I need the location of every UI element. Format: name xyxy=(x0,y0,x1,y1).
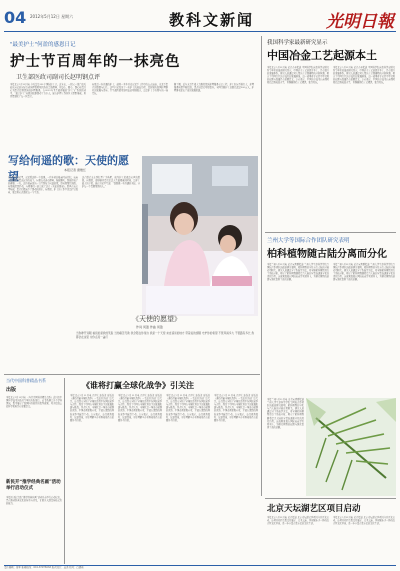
right-bottom-body-col2: 本报北京5月11日电 记者报道 北京天坛湖艺区项目今日正式启动。该项目将打造集文化展示、艺术交流、休闲娱乐于一体的综合性文化区域，进一步丰富首都市民的文化生活。 xyxy=(333,516,395,526)
bottom-mid-body-col1: 本报北京5月11日电 由中信出版社出版的《谁将打赢全球化战争》一书近日引起广泛关注。该书深入分析了全球化进程中各国的竞争与合作，探讨了中国在全球化背景下的发展机遇与挑战。作者认为，全球化是一场没有硝烟的战争，中国必须积极应对，才能在激烈的国际竞争中赢得主动。专家表示，该书视角独特、论述深刻，对于理解当今世界格局具有重要参考价值。 xyxy=(70,394,114,422)
bottom-left-title: 出版 xyxy=(6,387,17,393)
bottom-mid-body-col3: 本报北京5月11日电 由中信出版社出版的《谁将打赢全球化战争》一书近日引起广泛关注。该书深入分析了全球化进程中各国的竞争与合作，探讨了中国在全球化背景下的发展机遇与挑战。作者认为，全球化是一场没有硝烟的战争，中国必须积极应对，才能在激烈的国际竞争中赢得主动。专家表示，该书视角独特、论述深刻，对于理解当今世界格局具有重要参考价值。 xyxy=(166,394,210,422)
feature-body-col1: 在何盈的日记里，记录着这样一个故事。一位年轻的母亲因病住院，病床上的她时常思念远方的孩子。何盈每天悉心照料，陪她聊天，给她讲孩子的趣事。一天，这位母亲拿出一首写给孩子何遥的歌，请何盈帮忙谱曲。何盈被深深打动，与同事们一起完成了这首《天使的愿望》。歌声在病房里响起，患者们都流下了感动的泪水。何盈说，护士的工作不仅是打针发药，更是用心去温暖每一个生命。 xyxy=(8,176,78,195)
right-bottom-article xyxy=(265,502,397,564)
lead-body-col1: 本报北京5月11日电 今天是第101个国际护士节。近年来，一批又一批白衣天使以自己的实际行动诠释着救死扶伤的崇高精神，用爱心、耐心、细心和责任心为患者提供优质的护理服务。在2012年卫生部开展的“护士节”系列活动中，“最美护士”何盈的故事感动了许多人。她在护理工作岗位上默默奉献，用真情温暖了每一位患者。 xyxy=(10,83,86,99)
nurse-photo xyxy=(142,156,258,316)
bottom-left-body: 本报北京5月11日电 《当代中国科普精品书系》近日由中国科学技术出版社等单位出版发行。该书系涵盖多个学科领域，集中展示了我国科普创作的优秀成果，对于提高公众科学素质具有重要意义。 xyxy=(6,396,62,409)
song-lyrics: 当你睁开双眼 看到的是我的笑脸 当你痛苦无助 我会陪在你身边 我是一个天使 来自遥远的地方 带着爱的翅膀 守护你的希望 不管风雨多大 不管路有多长 我都会在这里 为你点亮一盏灯 xyxy=(76,332,254,339)
right-top-body-col2: 本报北京5月11日电 记者齐芳报道 中国科学院自然科学史研究所等单位的最新研究显示，中国冶金工艺起源于本土，具有独立的发展体系。研究人员通过对大量出土金属器物的分析检测，揭示了中国古代冶金技术的发展脉络。这一成果对于认识中华文明的起源与发展具有重要意义。专家表示，中国冶金技术在商周时期已达到较高水平，青铜器铸造工艺精湛，独具特色。 xyxy=(333,66,395,85)
bottom-mid-article xyxy=(68,378,260,564)
section-title: 教科文新闻 xyxy=(169,11,255,29)
right-bottom-title: 北京天坛湖艺区项目启动 xyxy=(267,504,361,514)
right-mid-kicker: 兰州大学等国际合作团队研究表明 xyxy=(267,238,350,244)
right-mid-body-col3 xyxy=(265,398,304,496)
right-top-title: 中国冶金工艺起源本土 xyxy=(267,49,377,62)
right-bottom-body-col1: 本报北京5月11日电 记者报道 北京天坛湖艺区项目今日正式启动。该项目将打造集文化展示、艺术交流、休闲娱乐于一体的综合性文化区域，进一步丰富首都市民的文化生活。 xyxy=(267,516,329,526)
right-top-article xyxy=(265,36,397,236)
right-mid-body-col3-text: 本报兰州5月11日电 记者宋喜群报道 兰州大学生命科学学院等国际合作团队的最新研究表明，柏科植物的分化与古大陆的分离密切相关。研究人员通过分子系统学方法，对全球柏科植物进行了系统分析，揭示了柏科植物随着盘古大陆的分裂而逐渐分化的进化历程。该成果发表在国际权威学术期刊上，为研究植物的起源与演化提供了新的证据。 xyxy=(267,398,304,429)
bottom-divider xyxy=(64,378,65,564)
right-mid-article xyxy=(265,236,397,396)
bottom-left-kicker: 当代中国科普精品书系 xyxy=(6,378,46,383)
bottom-mid-body-col4: 本报北京5月11日电 由中信出版社出版的《谁将打赢全球化战争》一书近日引起广泛关注。该书深入分析了全球化进程中各国的竞争与合作，探讨了中国在全球化背景下的发展机遇与挑战。作者认为，全球化是一场没有硝烟的战争，中国必须积极应对，才能在激烈的国际竞争中赢得主动。专家表示，该书视角独特、论述深刻，对于理解当今世界格局具有重要参考价值。 xyxy=(214,394,258,422)
song-credit: 作词 何盈 作曲 何盈 xyxy=(136,325,163,329)
feature-body-col2: 这首歌后来在医院里广为传唱，成为护士们表达心声的歌曲。何盈说，能够陪伴患者走过人生最艰难的时刻，是护士最大的幸福。她在日记中写道：“我愿做一名普通的天使，守护每一个需要帮助的人。” xyxy=(82,176,140,189)
feature-title: 写给何遥的歌：天使的愿望 xyxy=(8,154,129,183)
bottom-left-title2: 新民开“推学经典名画”活动举行启动仪式 xyxy=(6,480,61,491)
lead-body-col3: 据了解，近年来卫生部大力推进优质护理服务示范工程，护士队伍不断壮大，护理服务质量不断提高，患者满意度明显提升。全国注册护士总数已超过200万人，护理事业迎来了新的发展机遇。 xyxy=(174,83,254,93)
date-line: 2012年5月12日 星期六 xyxy=(30,14,74,19)
lead-kicker: "最美护士"何盈的感恩日记 xyxy=(10,42,76,48)
newspaper-logo: 光明日報 xyxy=(326,12,394,32)
footer-text: 责任编辑：章军 新闻热线：010-67078263 版式设计：庞洪 校对：白德艳 xyxy=(4,566,84,569)
bottom-mid-title: 《谁将打赢全球化战争》引关注 xyxy=(82,380,194,390)
page-number: 04 xyxy=(4,8,27,27)
feature-article xyxy=(4,152,259,302)
bottom-mid-body-col2: 本报北京5月11日电 由中信出版社出版的《谁将打赢全球化战争》一书近日引起广泛关注。该书深入分析了全球化进程中各国的竞争与合作，探讨了中国在全球化背景下的发展机遇与挑战。作者认为，全球化是一场没有硝烟的战争，中国必须积极应对，才能在激烈的国际竞争中赢得主动。专家表示，该书视角独特、论述深刻，对于理解当今世界格局具有重要参考价值。 xyxy=(118,394,162,422)
right-top-body-col1: 本报北京5月11日电 记者齐芳报道 中国科学院自然科学史研究所等单位的最新研究显示，中国冶金工艺起源于本土，具有独立的发展体系。研究人员通过对大量出土金属器物的分析检测，揭示了中国古代冶金技术的发展脉络。这一成果对于认识中华文明的起源与发展具有重要意义。专家表示，中国冶金技术在商周时期已达到较高水平，青铜器铸造工艺精湛，独具特色。 xyxy=(267,66,329,85)
bottom-left-body2: 本报讯 新民书院“推学经典名画”活动日前举行启动仪式，旨在推动经典文化的传承与普及，让更多人感受传统艺术的魅力。 xyxy=(6,496,62,506)
right-mid-body-col1: 本报兰州5月11日电 记者宋喜群报道 兰州大学生命科学学院等国际合作团队的最新研究表明，柏科植物的分化与古大陆的分离密切相关。研究人员通过分子系统学方法，对全球柏科植物进行了系统分析，揭示了柏科植物随着盘古大陆的分裂而逐渐分化的进化历程。该成果发表在国际权威学术期刊上，为研究植物的起源与演化提供了新的证据。 xyxy=(267,263,329,282)
column-divider xyxy=(261,36,262,496)
song-title: 《天使的愿望》 xyxy=(132,315,181,323)
page-header xyxy=(4,4,396,32)
lead-title: 护士节百周年的一抹亮色 xyxy=(10,53,181,70)
right-divider-1 xyxy=(265,232,396,233)
right-top-kicker: 我国科学家最新研究显示 xyxy=(267,40,328,46)
section-divider xyxy=(4,374,260,375)
right-mid-title: 柏科植物随古陆分离而分化 xyxy=(267,249,387,260)
feature-author: 本报记者 唐维红 xyxy=(64,168,86,172)
bottom-left-article xyxy=(4,378,62,564)
lead-article xyxy=(4,36,259,152)
song-box xyxy=(72,312,258,372)
cypress-plant-photo xyxy=(306,398,396,496)
right-divider-2 xyxy=(265,498,396,499)
lead-subtitle: 卫生部医政司副司长赵明钢点评 xyxy=(16,74,101,81)
right-mid-body-col2: 本报兰州5月11日电 记者宋喜群报道 兰州大学生命科学学院等国际合作团队的最新研究表明，柏科植物的分化与古大陆的分离密切相关。研究人员通过分子系统学方法，对全球柏科植物进行了系统分析，揭示了柏科植物随着盘古大陆的分裂而逐渐分化的进化历程。该成果发表在国际权威学术期刊上，为研究植物的起源与演化提供了新的证据。 xyxy=(333,263,395,282)
lead-body-col2: 何盈是一名普通的护士，她用一本本日记记录下工作中的点点滴滴，记录下患者的感激与信任。这些日记见证了一名护士的成长历程，也折射出我国护理事业的发展与进步。卫生部医政司副司长赵明钢表示，这是护士节百周年的一抹亮色。 xyxy=(92,83,168,96)
